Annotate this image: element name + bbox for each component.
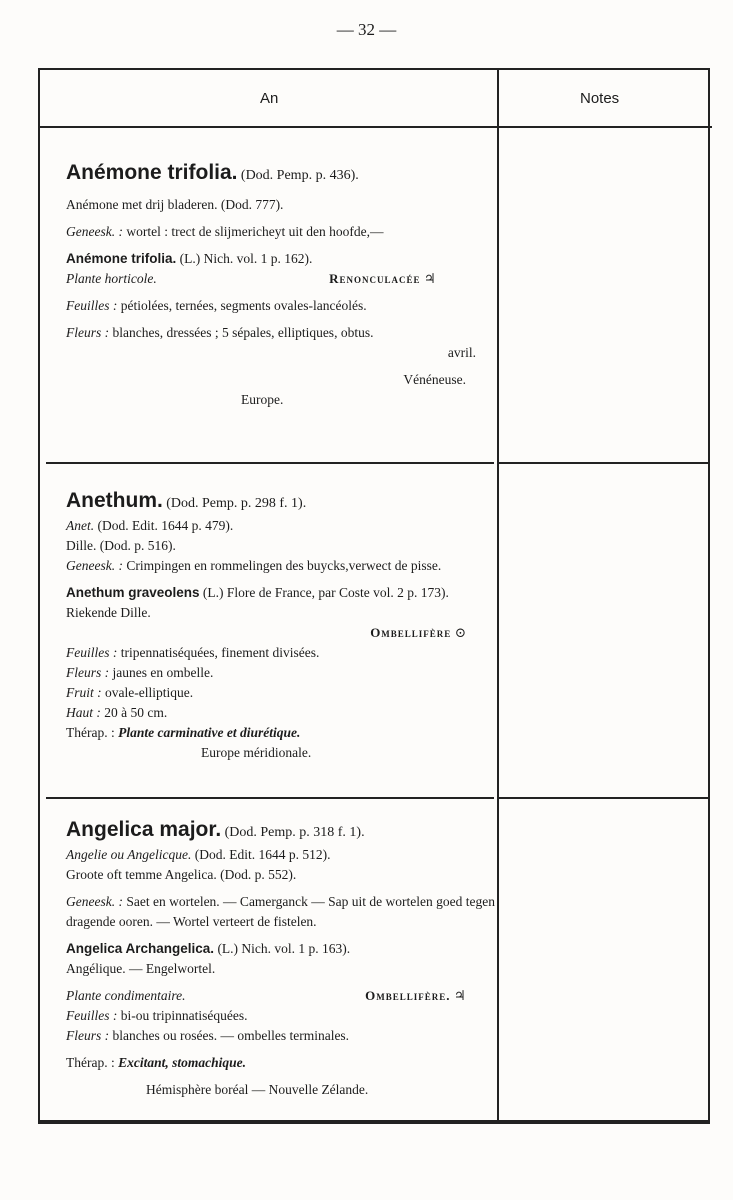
geneesk-label: Geneesk. :	[66, 894, 123, 909]
geneesk-text: Saet en wortelen. — Camerganck — Sap uit de wortelen goed tegen dragende ooren. — Wortel verteert de fistelen.	[66, 894, 495, 929]
dutch-name: Dille. (Dod. p. 516).	[66, 538, 176, 553]
alt-name: Angelie ou Angelicque.	[66, 847, 192, 862]
column-header-an: An	[260, 90, 279, 107]
therap-label: Thérap. :	[66, 1055, 115, 1070]
geneesk-label: Geneesk. :	[66, 558, 123, 573]
page-number: — 32 —	[336, 20, 397, 39]
fleurs-text: blanches, dressées ; 5 sépales, elliptiques, obtus.	[112, 325, 374, 340]
entry-anethum	[66, 486, 496, 763]
latin-reference: (L.) Nich. vol. 1 p. 162).	[179, 251, 313, 266]
entry-title: Angelica major.	[66, 818, 222, 841]
haut-text: 20 à 50 cm.	[104, 705, 168, 720]
feuilles-label: Feuilles :	[66, 645, 118, 660]
latin-name: Anethum graveolens	[66, 585, 200, 600]
feuilles-label: Feuilles :	[66, 1008, 118, 1023]
entry-reference: (Dod. Pemp. p. 318 f. 1).	[224, 825, 365, 840]
region: Europe méridionale.	[201, 745, 312, 760]
family-symbol: ♃	[453, 988, 466, 1003]
fleurs-label: Fleurs :	[66, 325, 110, 340]
table-frame	[38, 68, 710, 1124]
therap-text: Excitant, stomachique.	[118, 1055, 246, 1070]
family-symbol: ♃	[423, 271, 436, 286]
plant-family: Ombellifère	[370, 625, 452, 640]
region: Europe.	[241, 392, 284, 407]
entry-reference: (Dod. Pemp. p. 298 f. 1).	[166, 496, 307, 511]
entry-divider-left	[46, 797, 494, 799]
fruit-label: Fruit :	[66, 685, 102, 700]
dutch-name: Anémone met drij bladeren. (Dod. 777).	[66, 197, 284, 212]
flowering-month: avril.	[447, 345, 476, 360]
dutch-name: Groote oft temme Angelica. (Dod. p. 552).	[66, 867, 297, 882]
latin-name: Anémone trifolia.	[66, 251, 177, 266]
therap-label: Thérap. :	[66, 725, 115, 740]
entry-anemone	[66, 158, 496, 410]
fleurs-label: Fleurs :	[66, 665, 110, 680]
plant-type: Plante condimentaire.	[66, 988, 186, 1003]
fleurs-label: Fleurs :	[66, 1028, 110, 1043]
geneesk-text: Crimpingen en rommelingen des buycks,verwect de pisse.	[126, 558, 442, 573]
alt-name-reference: (Dod. Edit. 1644 p. 512).	[194, 847, 331, 862]
plant-type: Plante horticole.	[66, 271, 157, 286]
geneesk-label: Geneesk. :	[66, 224, 123, 239]
feuilles-text: bi-ou tripinnatiséquées.	[120, 1008, 248, 1023]
entry-divider-right	[499, 462, 709, 464]
feuilles-label: Feuilles :	[66, 298, 118, 313]
entry-divider-right	[499, 797, 709, 799]
column-divider	[497, 70, 499, 1120]
entry-reference: (Dod. Pemp. p. 436).	[240, 168, 359, 183]
latin-name: Angelica Archangelica.	[66, 941, 215, 956]
family-symbol: ⊙	[454, 625, 466, 640]
feuilles-text: pétiolées, ternées, segments ovales-lancéolés.	[120, 298, 367, 313]
entry-title: Anémone trifolia.	[66, 161, 238, 184]
latin-reference: (L.) Nich. vol. 1 p. 163).	[217, 941, 351, 956]
fleurs-text: blanches ou rosées. — ombelles terminales.	[112, 1028, 350, 1043]
feuilles-text: tripennatiséquées, finement divisées.	[120, 645, 320, 660]
entry-angelica	[66, 815, 496, 1100]
fruit-text: ovale-elliptique.	[105, 685, 194, 700]
geneesk-text: wortel : trect de slijmericheyt uit den hoofde,—	[126, 224, 384, 239]
haut-label: Haut :	[66, 705, 101, 720]
column-header-notes: Notes	[580, 90, 620, 107]
toxicity: Vénéneuse.	[403, 372, 466, 387]
plant-family: Ombellifère.	[365, 988, 451, 1003]
common-name: Angélique. — Engelwortel.	[66, 961, 216, 976]
plant-family: Renonculacée	[329, 271, 421, 286]
fleurs-text: jaunes en ombelle.	[112, 665, 214, 680]
common-name: Riekende Dille.	[66, 605, 151, 620]
entry-title: Anethum.	[66, 489, 163, 512]
therap-text: Plante carminative et diurétique.	[118, 725, 301, 740]
alt-name-reference: (Dod. Edit. 1644 p. 479).	[97, 518, 234, 533]
entry-divider-left	[46, 462, 494, 464]
alt-name: Anet.	[66, 518, 95, 533]
region: Hémisphère boréal — Nouvelle Zélande.	[146, 1082, 369, 1097]
header-divider	[40, 126, 712, 128]
latin-reference: (L.) Flore de France, par Coste vol. 2 p. 173).	[202, 585, 449, 600]
